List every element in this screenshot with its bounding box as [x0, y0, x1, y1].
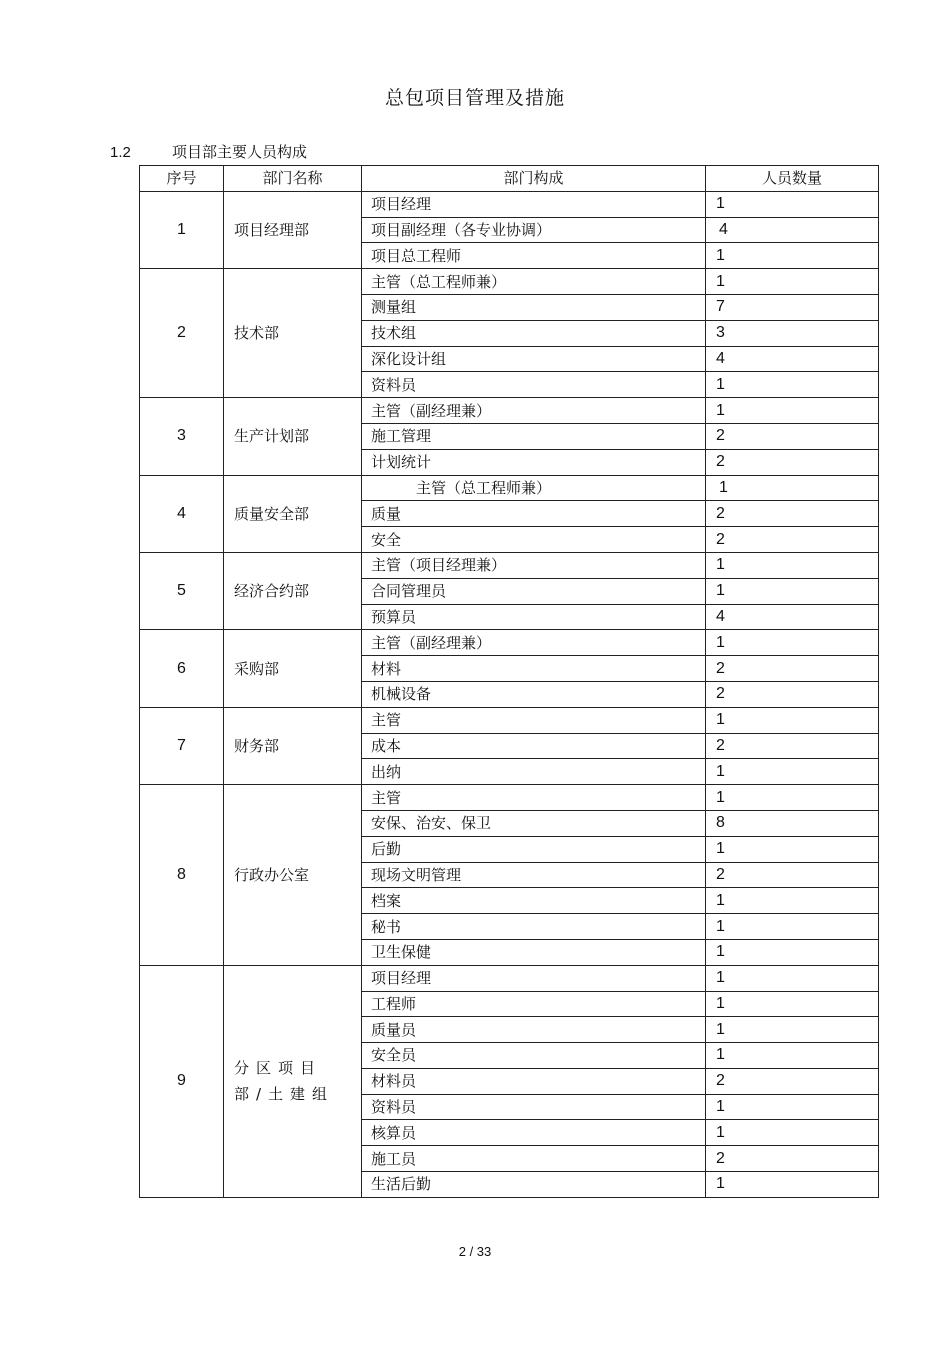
role-cell: 主管（项目经理兼） — [362, 552, 706, 578]
headcount-cell: 1 — [706, 475, 879, 501]
seq-cell: 6 — [140, 630, 224, 707]
headcount-cell: 1 — [706, 888, 879, 914]
headcount-cell: 1 — [706, 191, 879, 217]
headcount-cell: 2 — [706, 656, 879, 682]
role-cell: 资料员 — [362, 372, 706, 398]
role-cell: 安全 — [362, 527, 706, 553]
role-cell: 主管（副经理兼） — [362, 630, 706, 656]
role-cell: 质量 — [362, 501, 706, 527]
headcount-cell: 2 — [706, 733, 879, 759]
seq-cell: 3 — [140, 398, 224, 475]
seq-cell: 4 — [140, 475, 224, 552]
table-row — [140, 707, 879, 733]
headcount-cell: 2 — [706, 527, 879, 553]
document-title: 总包项目管理及措施 — [384, 87, 565, 109]
section-title: 项目部主要人员构成 — [172, 143, 308, 161]
role-cell: 资料员 — [362, 1094, 706, 1120]
table-row — [140, 191, 879, 217]
headcount-cell: 1 — [706, 1094, 879, 1120]
header-dept-composition: 部门构成 — [362, 166, 706, 192]
headcount-cell: 2 — [706, 862, 879, 888]
headcount-cell: 3 — [706, 320, 879, 346]
role-cell: 项目总工程师 — [362, 243, 706, 269]
headcount-cell: 2 — [706, 501, 879, 527]
table-body — [140, 191, 879, 1197]
role-cell: 卫生保健 — [362, 939, 706, 965]
dept-name-cell: 分区项目部/土建组 — [224, 965, 362, 1197]
role-cell: 机械设备 — [362, 681, 706, 707]
header-dept-name: 部门名称 — [224, 166, 362, 192]
role-cell: 主管（副经理兼） — [362, 398, 706, 424]
headcount-cell: 2 — [706, 681, 879, 707]
dept-name-cell: 采购部 — [224, 630, 362, 707]
table-row — [140, 785, 879, 811]
headcount-cell: 1 — [706, 914, 879, 940]
headcount-cell: 2 — [706, 423, 879, 449]
role-cell: 工程师 — [362, 991, 706, 1017]
role-cell: 生活后勤 — [362, 1172, 706, 1198]
headcount-cell: 1 — [706, 269, 879, 295]
dept-name-cell: 技术部 — [224, 269, 362, 398]
table-row — [140, 965, 879, 991]
headcount-cell: 1 — [706, 965, 879, 991]
table-row — [140, 552, 879, 578]
role-cell: 质量员 — [362, 1017, 706, 1043]
headcount-cell: 1 — [706, 552, 879, 578]
role-cell: 材料 — [362, 656, 706, 682]
seq-cell: 1 — [140, 191, 224, 268]
role-cell: 安保、治安、保卫 — [362, 810, 706, 836]
seq-cell: 7 — [140, 707, 224, 784]
headcount-cell: 4 — [706, 604, 879, 630]
role-cell: 主管 — [362, 707, 706, 733]
staff-composition-table — [139, 165, 879, 1198]
role-cell: 深化设计组 — [362, 346, 706, 372]
role-cell: 秘书 — [362, 914, 706, 940]
headcount-cell: 1 — [706, 630, 879, 656]
role-cell: 施工员 — [362, 1146, 706, 1172]
header-seq: 序号 — [140, 166, 224, 192]
seq-cell: 8 — [140, 785, 224, 966]
headcount-cell: 7 — [706, 294, 879, 320]
role-cell: 计划统计 — [362, 449, 706, 475]
headcount-cell: 2 — [706, 449, 879, 475]
role-cell: 材料员 — [362, 1068, 706, 1094]
headcount-cell: 4 — [706, 217, 879, 243]
dept-name-cell: 财务部 — [224, 707, 362, 784]
role-cell: 合同管理员 — [362, 578, 706, 604]
headcount-cell: 1 — [706, 785, 879, 811]
seq-cell: 2 — [140, 269, 224, 398]
table-row — [140, 269, 879, 295]
headcount-cell: 1 — [706, 707, 879, 733]
headcount-cell: 1 — [706, 243, 879, 269]
role-cell: 安全员 — [362, 1043, 706, 1069]
dept-name-cell: 质量安全部 — [224, 475, 362, 552]
role-cell: 项目经理 — [362, 965, 706, 991]
role-cell: 现场文明管理 — [362, 862, 706, 888]
headcount-cell: 1 — [706, 1043, 879, 1069]
role-cell: 技术组 — [362, 320, 706, 346]
role-cell: 项目副经理（各专业协调） — [362, 217, 706, 243]
table-row — [140, 398, 879, 424]
role-cell: 出纳 — [362, 759, 706, 785]
dept-name-cell: 经济合约部 — [224, 552, 362, 629]
role-cell: 主管（总工程师兼） — [362, 475, 706, 501]
table-row — [140, 475, 879, 501]
page-number: 2 / 33 — [458, 1244, 492, 1259]
dept-name-cell: 行政办公室 — [224, 785, 362, 966]
role-cell: 档案 — [362, 888, 706, 914]
headcount-cell: 1 — [706, 578, 879, 604]
seq-cell: 5 — [140, 552, 224, 629]
headcount-cell: 1 — [706, 939, 879, 965]
headcount-cell: 1 — [706, 1017, 879, 1043]
role-cell: 主管 — [362, 785, 706, 811]
headcount-cell: 2 — [706, 1146, 879, 1172]
headcount-cell: 1 — [706, 372, 879, 398]
section-heading — [110, 141, 307, 162]
dept-name-cell: 项目经理部 — [224, 191, 362, 268]
headcount-cell: 1 — [706, 991, 879, 1017]
role-cell: 后勤 — [362, 836, 706, 862]
role-cell: 施工管理 — [362, 423, 706, 449]
headcount-cell: 1 — [706, 398, 879, 424]
dept-name-cell: 生产计划部 — [224, 398, 362, 475]
header-headcount: 人员数量 — [706, 166, 879, 192]
headcount-cell: 1 — [706, 836, 879, 862]
role-cell: 成本 — [362, 733, 706, 759]
headcount-cell: 1 — [706, 1172, 879, 1198]
headcount-cell: 1 — [706, 759, 879, 785]
seq-cell: 9 — [140, 965, 224, 1197]
headcount-cell: 8 — [706, 810, 879, 836]
table-header-row — [140, 166, 879, 192]
headcount-cell: 1 — [706, 1120, 879, 1146]
role-cell: 主管（总工程师兼） — [362, 269, 706, 295]
role-cell: 测量组 — [362, 294, 706, 320]
headcount-cell: 4 — [706, 346, 879, 372]
role-cell: 预算员 — [362, 604, 706, 630]
headcount-cell: 2 — [706, 1068, 879, 1094]
role-cell: 项目经理 — [362, 191, 706, 217]
table-row — [140, 630, 879, 656]
section-number: 1.2 — [110, 144, 131, 161]
role-cell: 核算员 — [362, 1120, 706, 1146]
